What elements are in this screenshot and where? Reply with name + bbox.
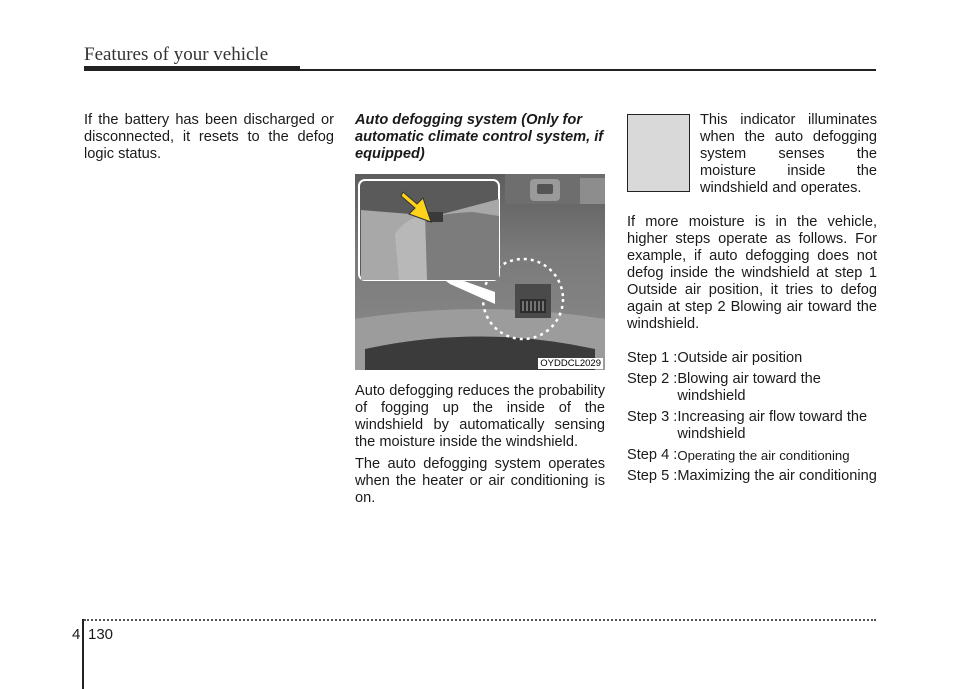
step-text: Maximizing the air conditioning xyxy=(677,468,877,484)
list-item xyxy=(627,409,877,443)
defog-sensor-photo xyxy=(355,174,605,370)
page-number: 130 xyxy=(88,626,114,643)
step-text: Operating the air conditioning xyxy=(677,448,850,463)
step-text: Outside air position xyxy=(677,350,803,366)
step-label: Step 5 : xyxy=(627,468,678,484)
auto-defog-indicator-icon xyxy=(627,114,690,192)
list-item xyxy=(627,371,877,405)
photo-code: OYDDCL2029 xyxy=(540,358,601,369)
page-header-title: Features of your vehicle xyxy=(84,44,269,65)
chapter-number: 4 xyxy=(72,626,81,643)
step-label: Step 1 : xyxy=(627,350,678,366)
step-text: Increasing air flow toward the windshield xyxy=(677,409,868,442)
list-item xyxy=(627,350,877,367)
auto-defog-description: Auto defogging reduces the probability of fogging up the inside of the windshield by automatically sensing the moisture inside the windshield. xyxy=(355,383,605,450)
step-label: Step 4 : xyxy=(627,447,678,463)
column-right xyxy=(627,112,877,489)
moisture-paragraph: If more moisture is in the vehicle, higher steps operate as follows. For example, if auto defogging does not defog inside the windshield at step 1 Outside air position, it tries to defog again at step 2 Blowing air toward the windshield. xyxy=(627,214,877,332)
indicator-block xyxy=(627,112,877,196)
step-label: Step 2 : xyxy=(627,371,678,387)
battery-paragraph: If the battery has been discharged or disconnected, it resets to the defog logic status. xyxy=(84,112,334,162)
list-item xyxy=(627,447,877,464)
column-left xyxy=(84,112,334,163)
column-middle xyxy=(355,112,605,507)
list-item xyxy=(627,468,877,485)
footer-dotted-rule xyxy=(84,619,876,621)
footer-vertical-rule xyxy=(82,619,84,689)
steps-list xyxy=(627,350,877,485)
section-heading: Auto defogging system (Only for automatic climate control system, if equipped) xyxy=(355,112,604,162)
defog-sensor-illustration xyxy=(355,174,605,370)
auto-defog-operation: The auto defogging system operates when the heater or air conditioning is on. xyxy=(355,456,605,506)
indicator-description: This indicator illuminates when the auto defogging system senses the moisture inside the windshield and operates. xyxy=(700,112,877,196)
step-label: Step 3 : xyxy=(627,409,678,425)
step-text: Blowing air toward the windshield xyxy=(677,371,821,404)
header-rule-thick xyxy=(84,66,300,71)
header-rule-thin xyxy=(300,69,876,71)
